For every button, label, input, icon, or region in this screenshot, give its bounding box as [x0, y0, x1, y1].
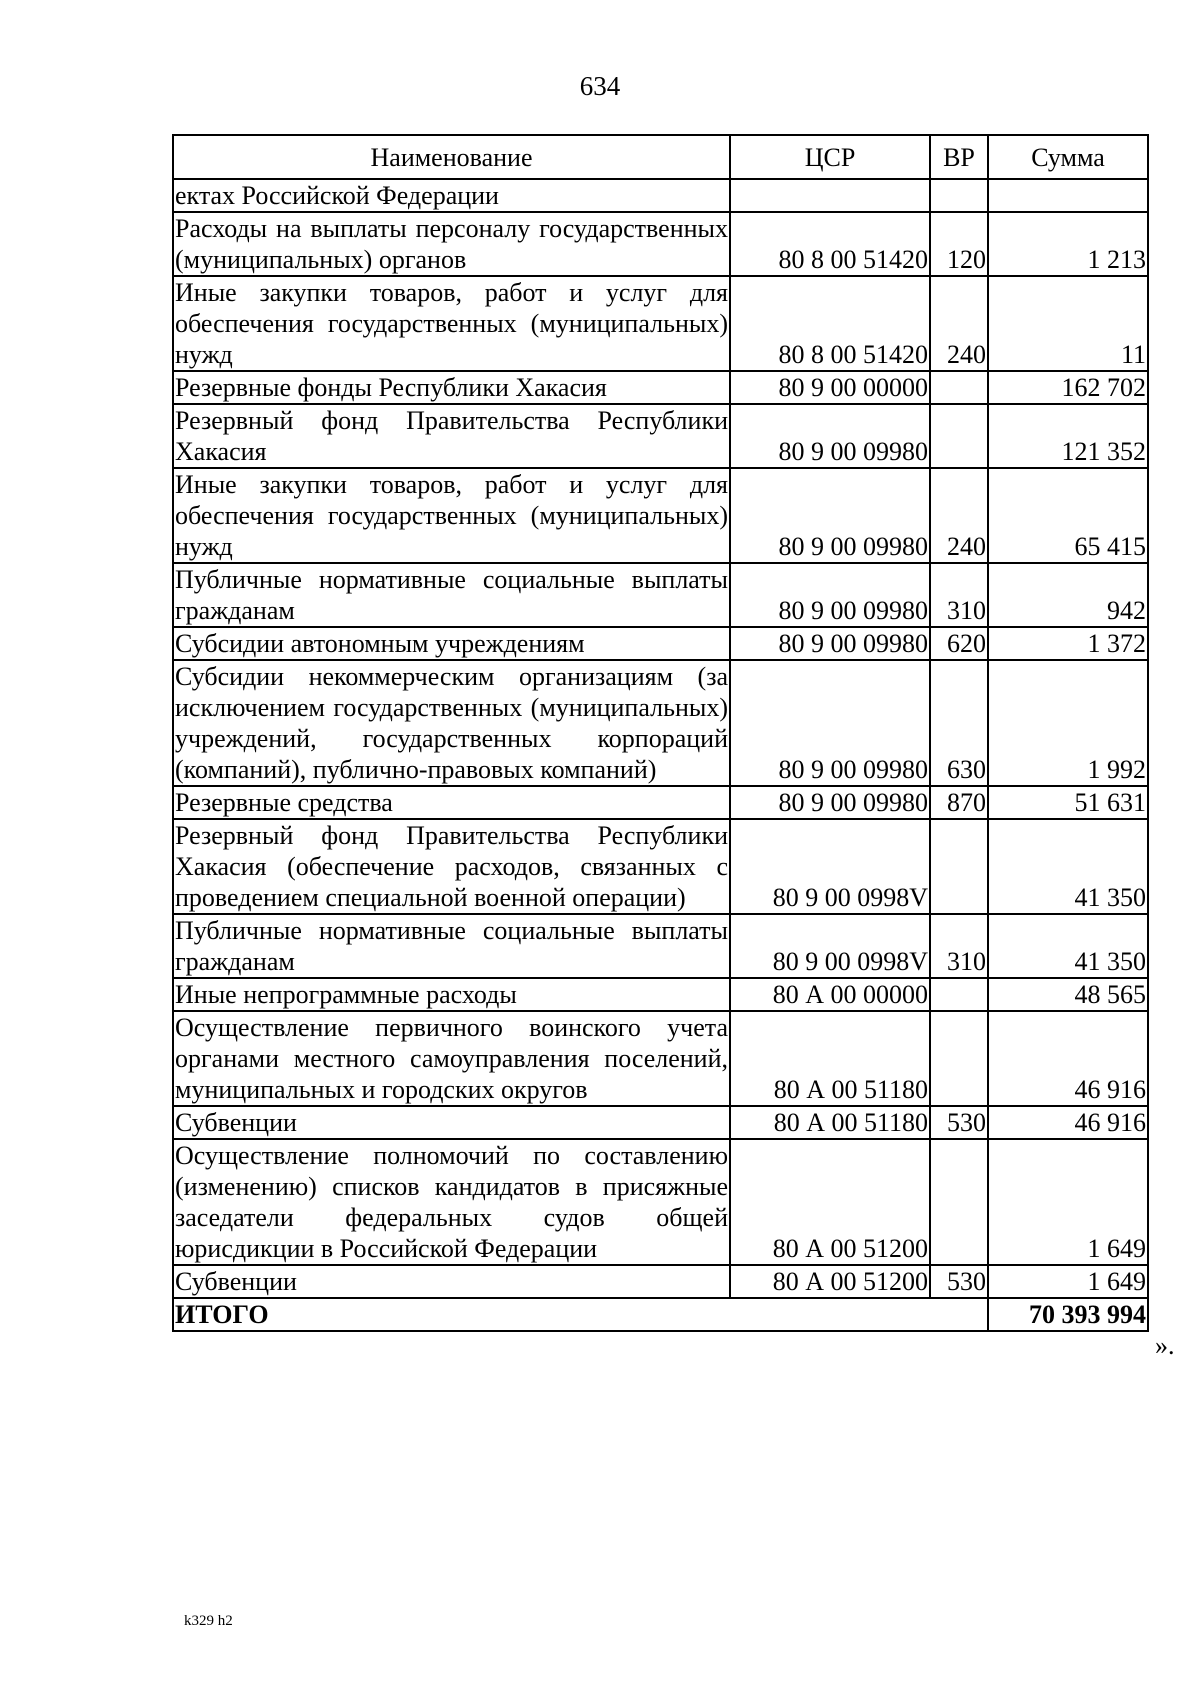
- row-csr: 80 9 00 09980: [730, 563, 930, 627]
- row-vr: 240: [930, 276, 988, 371]
- row-csr: 80 9 00 0998V: [730, 914, 930, 978]
- table-row: [173, 1265, 1148, 1298]
- row-name: Резервные средства: [173, 786, 730, 819]
- row-sum: 1 213: [988, 212, 1148, 276]
- table-row: [173, 1106, 1148, 1139]
- table-row: [173, 276, 1148, 371]
- row-sum: 41 350: [988, 819, 1148, 914]
- row-csr: 80 9 00 09980: [730, 468, 930, 563]
- row-sum: 41 350: [988, 914, 1148, 978]
- table-row: [173, 978, 1148, 1011]
- row-csr: [730, 179, 930, 212]
- row-csr: 80 8 00 51420: [730, 276, 930, 371]
- row-csr: 80 8 00 51420: [730, 212, 930, 276]
- row-sum: 942: [988, 563, 1148, 627]
- row-csr: 80 9 00 0998V: [730, 819, 930, 914]
- row-sum: 65 415: [988, 468, 1148, 563]
- table-row: [173, 819, 1148, 914]
- row-name: Резервные фонды Республики Хакасия: [173, 371, 730, 404]
- table-row: [173, 563, 1148, 627]
- row-vr: [930, 1139, 988, 1265]
- row-vr: [930, 819, 988, 914]
- row-csr: 80 9 00 09980: [730, 404, 930, 468]
- table-row: [173, 468, 1148, 563]
- table-row: [173, 1011, 1148, 1106]
- row-vr: 530: [930, 1106, 988, 1139]
- row-name: ектах Российской Федерации: [173, 179, 730, 212]
- row-sum: 121 352: [988, 404, 1148, 468]
- row-csr: 80 9 00 09980: [730, 660, 930, 786]
- row-name: Субсидии автономным учреждениям: [173, 627, 730, 660]
- row-name: Иные закупки товаров, работ и услуг для обеспечения государственных (муниципальных) нужд: [175, 470, 728, 561]
- row-name: Субвенции: [173, 1265, 730, 1298]
- row-csr: 80 9 00 09980: [730, 786, 930, 819]
- row-vr: 310: [930, 914, 988, 978]
- table-body: [173, 179, 1148, 1331]
- row-vr: 310: [930, 563, 988, 627]
- footer-code: k329 h2: [184, 1613, 233, 1629]
- row-name: Иные непрограммные расходы: [173, 978, 730, 1011]
- table-row: [173, 371, 1148, 404]
- row-sum: 1 992: [988, 660, 1148, 786]
- table-row: [173, 212, 1148, 276]
- header-row: [173, 135, 1148, 179]
- table-row: [173, 404, 1148, 468]
- table-row: [173, 660, 1148, 786]
- row-csr: 80 9 00 00000: [730, 371, 930, 404]
- row-csr: 80 А 00 00000: [730, 978, 930, 1011]
- row-name: Резервный фонд Правительства Республики Хакасия (обеспечение расходов, связанных с проведением специальной военной операции): [175, 821, 728, 912]
- row-vr: [930, 1011, 988, 1106]
- row-vr: 240: [930, 468, 988, 563]
- row-vr: [930, 978, 988, 1011]
- header-name: Наименование: [173, 135, 730, 179]
- row-sum: 1 649: [988, 1139, 1148, 1265]
- row-vr: 630: [930, 660, 988, 786]
- row-name: Расходы на выплаты персоналу государственных (муниципальных) органов: [175, 214, 728, 274]
- page-number: 634: [579, 71, 621, 101]
- row-csr: 80 А 00 51180: [730, 1106, 930, 1139]
- table-row: [173, 786, 1148, 819]
- row-sum: 51 631: [988, 786, 1148, 819]
- header-sum: Сумма: [988, 135, 1148, 179]
- table-row: [173, 914, 1148, 978]
- row-name: Публичные нормативные социальные выплаты гражданам: [175, 916, 728, 976]
- row-name: Субвенции: [173, 1106, 730, 1139]
- table-row: [173, 179, 1148, 212]
- row-vr: [930, 404, 988, 468]
- row-name: Субсидии некоммерческим организациям (за исключением государственных (муниципальных) учреждений, государственных корпораций (компаний), публично-правовых компаний): [175, 662, 728, 784]
- total-sum: 70 393 994: [988, 1298, 1148, 1331]
- row-sum: 162 702: [988, 371, 1148, 404]
- header-vr: ВР: [930, 135, 988, 179]
- row-sum: 46 916: [988, 1011, 1148, 1106]
- header-csr: ЦСР: [730, 135, 930, 179]
- closing-quote-mark: ».: [1155, 1331, 1175, 1360]
- table-row: [173, 627, 1148, 660]
- row-name: Публичные нормативные социальные выплаты гражданам: [175, 565, 728, 625]
- row-name: Иные закупки товаров, работ и услуг для обеспечения государственных (муниципальных) нужд: [175, 278, 728, 369]
- budget-table: [172, 134, 1149, 1332]
- row-name: Осуществление первичного воинского учета органами местного самоуправления поселений, муниципальных и городских округов: [175, 1013, 728, 1104]
- row-vr: 870: [930, 786, 988, 819]
- row-sum: 1 372: [988, 627, 1148, 660]
- row-sum: 11: [988, 276, 1148, 371]
- row-vr: [930, 371, 988, 404]
- row-sum: 46 916: [988, 1106, 1148, 1139]
- row-name: Резервный фонд Правительства Республики Хакасия: [175, 406, 728, 466]
- row-sum: 48 565: [988, 978, 1148, 1011]
- total-label: ИТОГО: [173, 1298, 988, 1331]
- row-csr: 80 А 00 51200: [730, 1265, 930, 1298]
- row-name: Осуществление полномочий по составлению (изменению) списков кандидатов в присяжные заседатели федеральных судов общей юрисдикции в Российской Федерации: [175, 1141, 728, 1263]
- row-vr: 120: [930, 212, 988, 276]
- row-vr: 530: [930, 1265, 988, 1298]
- total-row: [173, 1298, 1148, 1331]
- row-csr: 80 9 00 09980: [730, 627, 930, 660]
- row-sum: 1 649: [988, 1265, 1148, 1298]
- row-csr: 80 А 00 51200: [730, 1139, 930, 1265]
- row-vr: 620: [930, 627, 988, 660]
- row-sum: [988, 179, 1148, 212]
- table-row: [173, 1139, 1148, 1265]
- row-vr: [930, 179, 988, 212]
- row-csr: 80 А 00 51180: [730, 1011, 930, 1106]
